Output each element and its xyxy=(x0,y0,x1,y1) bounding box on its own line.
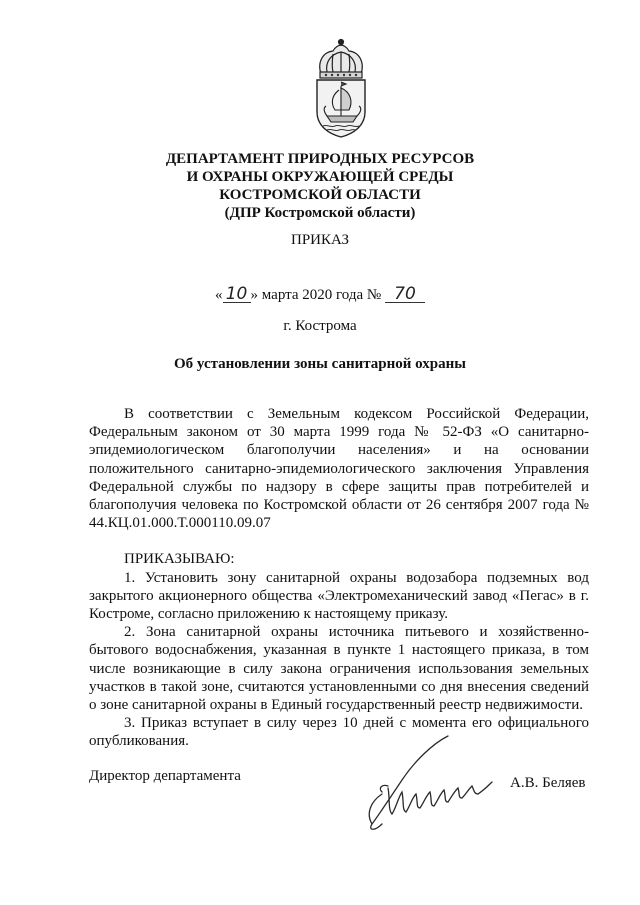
document-type: ПРИКАЗ xyxy=(291,232,349,248)
order-item-1: 1. Установить зону санитарной охраны водозабора подземных вод закрытого акционерного общества «Электромеханический завод «Пегас» в г. Костроме, согласно приложению к настоящему приказу. xyxy=(89,569,589,623)
handwritten-signature xyxy=(352,728,512,838)
city: г. Кострома xyxy=(283,318,357,334)
order-word: ПРИКАЗЫВАЮ: xyxy=(124,551,235,568)
signatory-position: Директор департамента xyxy=(89,768,241,784)
order-item-2: 2. Зона санитарной охраны источника питьевого и хозяйственно-бытового водоснабжения, указанная в пункте 1 настоящего приказа, в том числе возникающие в силу закона ограничения использования земельных участков в такой зоне, считаются установленными со дня внесения сведений о зоне санитарной охраны в Единый государственный реестр недвижимости. xyxy=(89,624,589,714)
order-body xyxy=(89,405,589,751)
order-date-line xyxy=(0,286,640,304)
preamble-paragraph: В соответствии с Земельным кодексом Российской Федерации, Федеральным законом от 30 марта 1999 года № 52-ФЗ «О санитарно-эпидемиологическом благополучии населения» и на основании положительного санитарно-эпидемиологического заключения Управления Федеральной службы по надзору в сфере защиты прав потребителей и благополучия человека по Костромской области от 26 сентября 2007 года № 44.КЦ.01.000.Т.000110.09.07 xyxy=(89,406,589,532)
order-item-3: 3. Приказ вступает в силу через 10 дней с момента его официального опубликования. xyxy=(89,715,589,750)
date-day: 10 xyxy=(223,286,251,303)
date-month-year: марта 2020 года xyxy=(261,287,364,303)
order-number: 70 xyxy=(385,286,425,303)
order-subject: Об установлении зоны санитарной охраны xyxy=(173,356,466,372)
signatory-name: А.В. Беляев xyxy=(510,775,586,791)
number-sign: № xyxy=(366,287,382,303)
header-line-2: И ОХРАНЫ ОКРУЖАЮЩЕЙ СРЕДЫ xyxy=(186,169,454,185)
kostroma-coat-of-arms-icon xyxy=(299,38,383,138)
header-line-1: ДЕПАРТАМЕНТ ПРИРОДНЫХ РЕСУРСОВ xyxy=(165,151,475,167)
department-header xyxy=(0,150,640,222)
header-line-3: КОСТРОМСКОЙ ОБЛАСТИ xyxy=(219,187,421,203)
date-open-quote: « xyxy=(215,287,223,303)
date-close-quote: » xyxy=(250,287,259,303)
header-line-4: (ДПР Костромской области) xyxy=(224,205,416,221)
